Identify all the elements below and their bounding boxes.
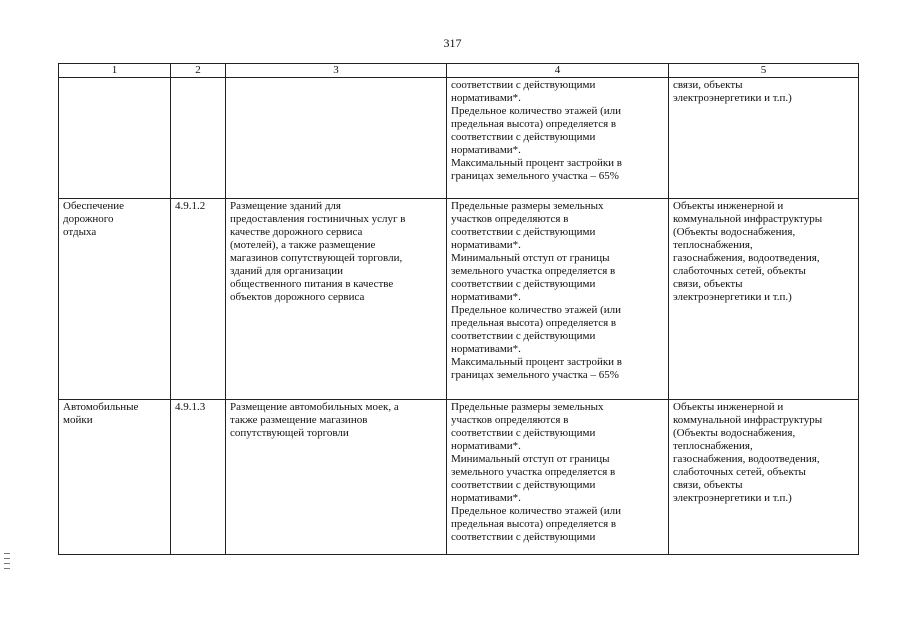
use-type-code: 4.9.1.2 xyxy=(175,200,206,212)
infrastructure-cell xyxy=(669,78,859,199)
use-type-code: 4.9.1.3 xyxy=(175,401,206,413)
use-type-description: Размещение зданий для предоставления гостиничных услуг в качестве дорожного сервиса (мотелей), а также размещение магазинов сопутствующей торговли, зданий для организации общественного питания в качестве объектов дорожного сервиса xyxy=(230,200,406,303)
use-type-description-cell xyxy=(226,199,447,400)
parameters-cell xyxy=(447,400,669,555)
use-type-name: Обеспечение дорожного отдыха xyxy=(63,200,124,238)
use-type-description-cell xyxy=(226,400,447,555)
infrastructure-cell xyxy=(669,199,859,400)
parameters-cell xyxy=(447,78,669,199)
infrastructure-text: связи, объекты электроэнергетики и т.п.) xyxy=(673,79,792,104)
column-header-5: 5 xyxy=(669,64,859,78)
use-type-name-cell xyxy=(59,78,171,199)
infrastructure-text: Объекты инженерной и коммунальной инфраструктуры (Объекты водоснабжения, теплоснабжения, газоснабжения, водоотведения, слаботочных сетей, объекты связи, объекты электроэнергетики и т.п.) xyxy=(673,401,823,504)
infrastructure-cell xyxy=(669,400,859,555)
land-use-table xyxy=(58,63,859,555)
column-header-4: 4 xyxy=(447,64,669,78)
column-header-2: 2 xyxy=(171,64,226,78)
margin-tick-marks xyxy=(4,553,10,573)
table-row xyxy=(59,400,859,555)
table-row xyxy=(59,199,859,400)
use-type-description: Размещение автомобильных моек, а также размещение магазинов сопутствующей торговли xyxy=(230,401,399,439)
infrastructure-text: Объекты инженерной и коммунальной инфраструктуры (Объекты водоснабжения, теплоснабжения, газоснабжения, водоотведения, слаботочных сетей, объекты связи, объекты электроэнергетики и т.п.) xyxy=(673,200,823,303)
use-type-code-cell xyxy=(171,199,226,400)
table-row xyxy=(59,78,859,199)
parameters-cell xyxy=(447,199,669,400)
parameters-text: Предельные размеры земельных участков определяются в соответствии с действующими нормативами*. Минимальный отступ от границы земельного участка определяется в соответствии с действующими нормативами*. Предельное количество этажей (или предельная высота) определяется в соответствии с действующими нормативами*. Максимальный процент застройки в границах земельного участка – 65% xyxy=(451,200,622,381)
use-type-code-cell xyxy=(171,78,226,199)
use-type-name: Автомобильные мойки xyxy=(63,401,139,426)
parameters-text: соответствии с действующими нормативами*. Предельное количество этажей (или предельная высота) определяется в соответствии с действующими нормативами*. Максимальный процент застройки в границах земельного участка – 65% xyxy=(451,79,622,182)
parameters-text: Предельные размеры земельных участков определяются в соответствии с действующими нормативами*. Минимальный отступ от границы земельного участка определяется в соответствии с действующими нормативами*. Предельное количество этажей (или предельная высота) определяется в соответствии с действующими xyxy=(451,401,622,543)
use-type-code-cell xyxy=(171,400,226,555)
column-header-1: 1 xyxy=(59,64,171,78)
use-type-description-cell xyxy=(226,78,447,199)
column-number-header-row xyxy=(59,64,859,78)
use-type-name-cell xyxy=(59,400,171,555)
use-type-name-cell xyxy=(59,199,171,400)
column-header-3: 3 xyxy=(226,64,447,78)
page-number: 317 xyxy=(443,36,462,50)
